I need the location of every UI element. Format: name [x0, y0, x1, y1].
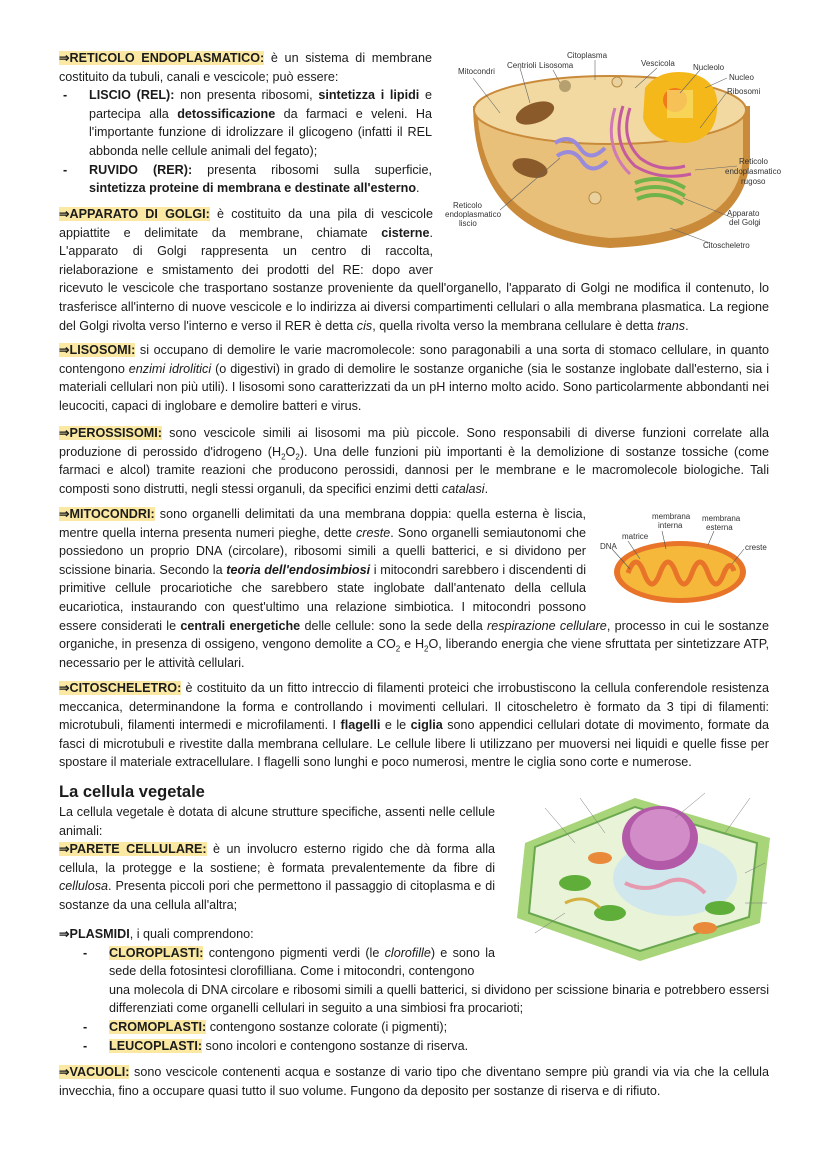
label-membrana-interna-1: membrana: [652, 512, 691, 521]
cloroplasti-term: CLOROPLASTI:: [109, 945, 204, 960]
reticolo-list: [59, 86, 432, 198]
label-vescicola: Vescicola: [641, 59, 675, 68]
mitocondri-text: [59, 505, 769, 672]
plasmidi-list: [59, 944, 769, 981]
cloroplasti-t1: contengono pigmenti verdi (le: [203, 945, 385, 960]
mitocondri-t2: . Sono organelli semiautonomi che possiedono un proprio DNA (circolare), ribosomi simili a quelli batterici, e si dividono per scissione binaria. Secondo la: [59, 525, 587, 577]
rel-t1: non presenta ribosomi,: [174, 88, 319, 103]
mitocondri-t4: delle cellule: sono la sede della: [300, 618, 488, 633]
label-nucleo: Nucleo: [729, 73, 754, 82]
label-golgi-1: Apparato: [727, 209, 760, 218]
label-mitocondri: Mitocondri: [458, 67, 495, 76]
label-rel-1: Reticolo: [453, 201, 482, 210]
mitocondri-t3: i mitocondri sarebbero i discendenti di primitive cellule procariotiche che sarebbero state inglobate dall'antenato della cellula eucariotica, instaurando con quest'ultimo una relazione simbiotica. I mitocondri possono essere considerati le: [59, 562, 587, 633]
citoscheletro-t1: è costituito da un fitto intreccio di filamenti proteici che irrobustiscono la cellula conferendole resistenza meccanica, determinandone la forma e controllando i movimenti cellulari. Il citoscheletro è formato da 3 tipi di filamenti: microtubuli, filamenti intermedi e microfilamenti. I: [59, 681, 769, 733]
vacuoli-t1: sono vescicole contenenti acqua e sostanze di vario tipo che diventano sempre più grandi via via che la cellula invecchia, fino a occupare quasi tutto il suo volume. Fungono da deposito per sostanze di riserva e di rifiuto.: [59, 1065, 769, 1098]
section-golgi: [59, 205, 769, 335]
cromoplasti-term: CROMOPLASTI:: [109, 1019, 207, 1034]
section-cellula-vegetale: [59, 781, 495, 915]
perossisomi-i1: catalasi: [441, 481, 485, 496]
rer-t2: .: [416, 181, 420, 196]
citoscheletro-title: ⇒CITOSCHELETRO:: [59, 681, 182, 695]
label-citoplasma: Citoplasma: [567, 51, 608, 60]
mitocondri-bi1: teoria dell'endosimbiosi: [226, 562, 371, 577]
golgi-i1: cis: [356, 318, 373, 333]
parete-text: [59, 840, 495, 914]
parete-title: ⇒PARETE CELLULARE:: [59, 842, 207, 857]
mitocondri-b1: centrali energetiche: [180, 618, 301, 633]
list-item-leucoplasti: [79, 1037, 769, 1056]
perossisomi-t1b: O: [285, 444, 296, 459]
leucoplasti-t1: sono incolori e contengono sostanze di riserva.: [202, 1038, 469, 1053]
section-reticolo: [59, 49, 432, 198]
mitocondri-sub2: 2: [424, 644, 429, 654]
vacuoli-text: [59, 1063, 769, 1100]
golgi-title: ⇒APPARATO DI GOLGI:: [59, 207, 210, 221]
rel-b1: sintetizza i lipidi: [318, 88, 420, 103]
reticolo-intro-text: è un sistema di membrane costituito da tubuli, canali e vescicole; può essere:: [59, 51, 432, 84]
perossisomi-sub1: 2: [281, 452, 286, 462]
label-rer-2: endoplasmatico: [725, 167, 782, 176]
perossisomi-sub2: 2: [295, 452, 300, 462]
lisosomi-t1: si occupano di demolire le varie macromolecole: sono paragonabili a una sorta di stomaco cellulare, in quanto contengono: [59, 343, 769, 376]
golgi-t4: .: [685, 318, 689, 333]
citoscheletro-t2: e le: [380, 718, 411, 733]
golgi-b1: cisterne: [381, 225, 430, 240]
golgi-text: [59, 205, 769, 335]
mito-figure-space: [586, 505, 769, 615]
label-ribosomi: Ribosomi: [727, 87, 761, 96]
mitocondri-i1: creste: [356, 525, 391, 540]
cloroplasti-i1: clorofille: [384, 945, 431, 960]
section-mitocondri: [59, 505, 769, 672]
label-rel-2: endoplasmatico: [445, 210, 502, 219]
perossisomi-t1: sono vescicole simili ai lisosomi ma più piccole. Sono responsabili di diverse funzioni correlate alla produzione di perossido d'idrogeno (H: [59, 426, 769, 459]
label-centrioli: Centrioli: [507, 61, 537, 70]
label-citoscheletro: Citoscheletro: [703, 241, 750, 250]
cromoplasti-t1: contengono sostanze colorate (i pigmenti);: [206, 1019, 448, 1034]
plasmidi-intro: [59, 925, 769, 944]
section-perossisomi: [59, 424, 769, 498]
mitocondri-t5: , processo in cui le sostanze organiche, in presenza di ossigeno, vengono demolite a CO: [59, 618, 769, 652]
vacuoli-title: ⇒VACUOLI:: [59, 1065, 130, 1079]
mitocondri-t6: e H: [400, 637, 425, 652]
parete-i1: cellulosa: [59, 879, 109, 894]
vegetale-heading: La cellula vegetale: [59, 783, 205, 801]
golgi-t3: , quella rivolta verso la membrana cellulare è detta: [372, 318, 658, 333]
parete-t1: è un involucro esterno rigido che dà forma alla cellula, la protegge e la sostiene; è formata prevalentemente da fibre di: [59, 842, 495, 875]
reticolo-intro: [59, 49, 432, 86]
lisosomi-title: ⇒LISOSOMI:: [59, 343, 136, 357]
chloroplast: [559, 875, 591, 891]
label-rer-1: Reticolo: [739, 157, 768, 166]
list-item-cromoplasti: [79, 1018, 769, 1037]
lysosome: [559, 80, 571, 92]
label-matrice: matrice: [622, 532, 649, 541]
golgi-figure-space: [433, 205, 769, 261]
label-membrana-interna-2: interna: [658, 521, 683, 530]
perossisomi-title: ⇒PEROSSISOMI:: [59, 426, 162, 440]
golgi-t1: è costituito da una pila di vescicole appiattite e delimitate da membrane, chiamate: [59, 207, 433, 240]
citoscheletro-text: [59, 679, 769, 772]
section-plasmidi: [59, 925, 769, 1055]
label-lisosoma: Lisosoma: [539, 61, 574, 70]
rer-term: RUVIDO (RER):: [89, 162, 193, 177]
plasmidi-list-2: [59, 1018, 769, 1055]
rer-t1: presenta ribosomi sulla superficie,: [192, 162, 432, 177]
lisosomi-i1: enzimi idrolitici: [128, 361, 212, 376]
label-rer-3: rugoso: [741, 177, 766, 186]
mitocondri-title: ⇒MITOCONDRI:: [59, 507, 155, 521]
label-membrana-esterna-2: esterna: [706, 523, 733, 532]
label-membrana-esterna-1: membrana: [702, 514, 741, 523]
mitocondri-sub1: 2: [395, 644, 401, 654]
leucoplasti-term: LEUCOPLASTI:: [109, 1038, 203, 1053]
citoscheletro-b1: flagelli: [340, 718, 381, 733]
mitocondri-i2: respirazione cellulare: [487, 618, 607, 633]
rel-t3: da farmaci e veleni. Ha l'importante funzione di idrolizzare il glicogeno (infatti il REL abbonda nelle cellule animali del fegato);: [89, 106, 432, 158]
section-lisosomi: [59, 341, 769, 415]
plasmidi-t1: , i quali comprendono:: [129, 927, 254, 941]
section-citoscheletro: [59, 679, 769, 772]
label-creste: creste: [745, 543, 767, 552]
section-vacuoli: [59, 1063, 769, 1100]
lisosomi-text: [59, 341, 769, 415]
parete-t2: . Presenta piccoli pori che permettono il passaggio di citoplasma e di sostanze da una cellula all'altra;: [59, 879, 495, 912]
lisosomi-t2: (o digestivi) in grado di demolire le sostanze organiche (sia le sostanze inglobate dall'esterno, sia i materiali cellulari non più utili). I lisosomi sono caratterizzati da un pH interno molto acido. Sono particolarmente abbondanti nei leucociti, capaci di inglobare e demolire batteri e virus.: [59, 361, 769, 413]
rel-t2: e partecipa alla: [89, 88, 432, 121]
rer-b1: sintetizza proteine di membrana e destinate all'esterno: [89, 181, 417, 196]
mitochondrion: [588, 852, 612, 864]
reticolo-title: ⇒RETICOLO ENDOPLASMATICO:: [59, 51, 265, 65]
golgi-t2: . L'apparato di Golgi rappresenta un centro di raccolta, rielaborazione e smistamento dei prodotti del RE: dopo aver ricevuto le vescicole che trasportano sostanze proveniente da quell'organello, l'apparato di Golgi ne modifica il contenuto, lo trasferisce all'interno di nuove vescicole e lo indirizza ai diversi compartimenti cellulari o alla membrana plasmatica. La regione del Golgi rivolta verso l'interno e verso il RER è detta: [59, 225, 769, 333]
rel-term: LISCIO (REL):: [89, 88, 175, 103]
list-item-cloroplasti: [79, 944, 495, 981]
plasmidi-title: ⇒PLASMIDI: [59, 927, 130, 941]
cloroplasti-t2: ) e sono la sede della fotosintesi clorofilliana. Come i mitocondri, contengono: [109, 945, 496, 979]
cloroplasti-cont: una molecola di DNA circolare e ribosomi simili a quelli batterici, si dividono per scissione binaria e potrebbero essersi differenziati come organelli cellulari in seguito a una simbiosi fra procarioti;: [109, 982, 769, 1016]
golgi-i2: trans: [657, 318, 686, 333]
mitocondri-t1: sono organelli delimitati da una membrana doppia: quella esterna è liscia, mentre quella interna presenta numeri pieghe, dette: [59, 507, 586, 540]
citoscheletro-t3: sono appendici cellulari dotate di movimento, formate da fasci di microtubuli e rivestite dalla membrana cellulare. Le cellule libere li utilizzano per muoversi nei liquidi e quelle fisse per spostare il materiale extracellulare. I flagelli sono lunghi e poco numerosi, mentre le ciglia sono corte e numerose.: [59, 718, 769, 770]
list-item-rel: [59, 86, 432, 160]
list-item-rer: [59, 161, 432, 198]
label-golgi-2: del Golgi: [729, 218, 761, 227]
vegetale-intro: La cellula vegetale è dotata di alcune strutture specifiche, assenti nelle cellule animali:: [59, 805, 495, 838]
mitocondri-t7: O, liberando energia che viene sfruttata per sintetizzare ATP, necessario per le attività cellulari.: [59, 637, 769, 670]
label-rel-3: liscio: [459, 219, 477, 228]
citoscheletro-b2: ciglia: [410, 718, 443, 733]
label-dna: DNA: [600, 542, 617, 551]
label-nucleolo: Nucleolo: [693, 63, 725, 72]
perossisomi-t3: .: [484, 481, 489, 496]
perossisomi-text: [59, 424, 769, 498]
rel-b2: detossificazione: [177, 106, 276, 121]
perossisomi-t2: ). Una delle funzioni più importanti è la demolizione di sostanze tossiche (come farmaci e alcol) tramite reazioni che producono perossidi, dannosi per le membrane e le macromolecole biologiche. Tali composti sono distrutti, negli stessi organuli, da specifici enzimi detti: [59, 444, 769, 496]
